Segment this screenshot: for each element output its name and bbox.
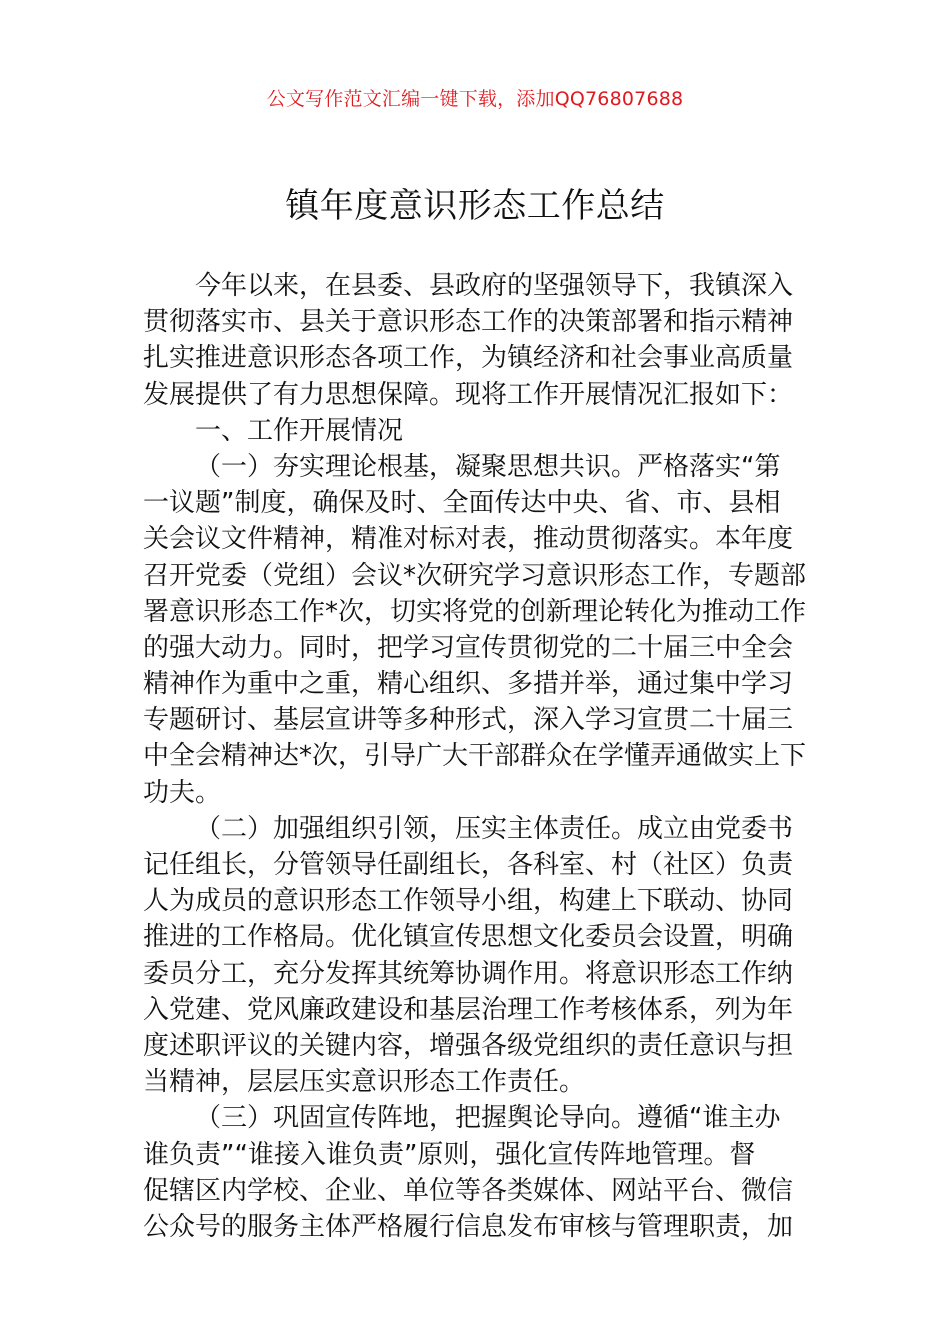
paragraph-line: 今年以来，在县委、县政府的坚强领导下，我镇深入 bbox=[195, 271, 794, 301]
paragraph-line: 入党建、党风廉政建设和基层治理工作考核体系，列为年 bbox=[143, 994, 794, 1025]
document-body bbox=[143, 268, 805, 1245]
paragraph-line: 公众号的服务主体严格履行信息发布审核与管理职责，加 bbox=[143, 1211, 794, 1242]
paragraph-line: 关会议文件精神，精准对标对表，推动贯彻落实。本年度 bbox=[143, 524, 794, 555]
document-title: 镇年度意识形态工作总结 bbox=[285, 186, 665, 226]
paragraph-line: 一议题”制度，确保及时、全面传达中央、省、市、县相 bbox=[143, 488, 781, 519]
paragraph-line: 中全会精神达*次，引导广大干部群众在学懂弄通做实上下 bbox=[143, 741, 807, 772]
paragraph-line: 署意识形态工作*次，切实将党的创新理论转化为推动工作 bbox=[143, 596, 807, 627]
paragraph-line: （三）巩固宣传阵地，把握舆论导向。遵循“谁主办 bbox=[195, 1103, 781, 1134]
paragraph-line: 功夫。 bbox=[143, 777, 222, 808]
paragraph-line: 人为成员的意识形态工作领导小组，构建上下联动、协同 bbox=[143, 886, 794, 917]
section-heading: 一、工作开展情况 bbox=[195, 415, 404, 446]
paragraph-line: 精神作为重中之重，精心组织、多措并举，通过集中学习 bbox=[143, 669, 794, 700]
paragraph-line: 当精神，层层压实意识形态工作责任。 bbox=[143, 1067, 586, 1098]
paragraph-line: 召开党委（党组）会议*次研究学习意识形态工作，专题部 bbox=[143, 560, 807, 591]
paragraph-line: 推进的工作格局。优化镇宣传思想文化委员会设置，明确 bbox=[143, 922, 794, 953]
paragraph-line: （一）夯实理论根基，凝聚思想共识。严格落实“第 bbox=[195, 451, 781, 482]
paragraph-line: 扎实推进意识形态各项工作，为镇经济和社会事业高质量 bbox=[143, 343, 794, 374]
paragraph-line: 贯彻落实市、县关于意识形态工作的决策部署和指示精神 bbox=[143, 307, 794, 338]
paragraph-line: 发展提供了有力思想保障。现将工作开展情况汇报如下： bbox=[143, 379, 794, 410]
paragraph-line: 的强大动力。同时，把学习宣传贯彻党的二十届三中全会 bbox=[143, 632, 794, 663]
paragraph-line: 委员分工，充分发挥其统筹协调作用。将意识形态工作纳 bbox=[143, 958, 794, 989]
header-download-note: 公文写作范文汇编一键下载，添加QQ76807688 bbox=[266, 88, 684, 110]
paragraph-line: （二）加强组织引领，压实主体责任。成立由党委书 bbox=[195, 813, 794, 844]
paragraph-line: 记任组长，分管领导任副组长，各科室、村（社区）负责 bbox=[143, 850, 794, 880]
paragraph-line: 专题研讨、基层宣讲等多种形式，深入学习宣贯二十届三 bbox=[143, 705, 794, 736]
paragraph-line: 促辖区内学校、企业、单位等各类媒体、网站平台、微信 bbox=[143, 1175, 794, 1206]
paragraph-line: 谁负责”“谁接入谁负责”原则，强化宣传阵地管理。督 bbox=[143, 1139, 756, 1170]
paragraph-line: 度述职评议的关键内容，增强各级党组织的责任意识与担 bbox=[143, 1030, 794, 1061]
